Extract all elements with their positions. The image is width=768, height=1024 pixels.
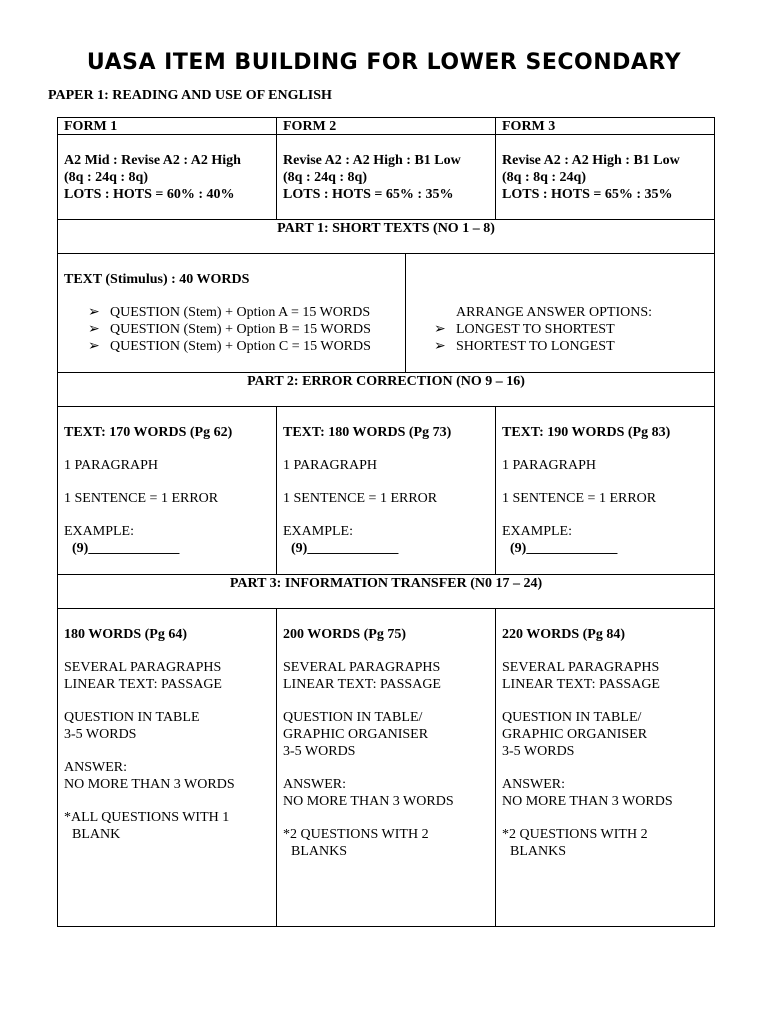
part3-text-type: SEVERAL PARAGRAPHS — [64, 660, 222, 675]
form-3-lots-hots: LOTS : HOTS = 65% : 35% — [502, 187, 673, 202]
form-3-header: FORM 3 — [502, 119, 556, 134]
arrow-bullet-icon: ➢ — [88, 305, 100, 320]
part3-answer: NO MORE THAN 3 WORDS — [502, 794, 673, 809]
part3-note: *2 QUESTIONS WITH 2 — [283, 827, 429, 842]
form-1-levels — [64, 152, 274, 203]
row-divider — [58, 406, 714, 407]
part3-answer: ANSWER: — [502, 777, 565, 792]
part3-text-type: LINEAR TEXT: PASSAGE — [64, 677, 222, 692]
part3-question-type: QUESTION IN TABLE/ — [283, 710, 423, 725]
part3-text-type: SEVERAL PARAGRAPHS — [502, 660, 660, 675]
arrow-bullet-icon: ➢ — [88, 339, 100, 354]
part3-question-type: GRAPHIC ORGANISER — [283, 727, 429, 742]
part3-question-type: GRAPHIC ORGANISER — [502, 727, 648, 742]
form-2-header: FORM 2 — [283, 119, 337, 134]
part3-note: BLANK — [72, 827, 121, 842]
part2-paragraph: 1 PARAGRAPH — [502, 458, 597, 473]
part3-text-type: LINEAR TEXT: PASSAGE — [502, 677, 660, 692]
row-divider — [58, 253, 714, 254]
part3-answer: ANSWER: — [64, 760, 127, 775]
part2-rule: 1 SENTENCE = 1 ERROR — [502, 491, 657, 506]
form-3-levels — [502, 152, 712, 203]
part3-question-type: QUESTION IN TABLE/ — [502, 710, 642, 725]
document-title: UASA ITEM BUILDING FOR LOWER SECONDARY — [86, 50, 682, 75]
part2-example-blank: (9)_____________ — [72, 541, 180, 556]
part1-question-list — [88, 304, 404, 355]
form-1-lots-hots: LOTS : HOTS = 60% : 40% — [64, 187, 235, 202]
arrow-bullet-icon: ➢ — [88, 322, 100, 337]
part2-example-label: EXAMPLE: — [502, 524, 572, 539]
part3-text-type: LINEAR TEXT: PASSAGE — [283, 677, 441, 692]
column-divider — [276, 608, 277, 926]
part2-rule: 1 SENTENCE = 1 ERROR — [64, 491, 219, 506]
part1-arrange-list — [434, 321, 710, 355]
form-2-question-split: (8q : 24q : 8q) — [283, 170, 368, 185]
arrow-bullet-icon: ➢ — [434, 339, 446, 354]
column-divider — [276, 406, 277, 574]
part3-word-count: 220 WORDS (Pg 84) — [502, 627, 626, 642]
part3-note: BLANKS — [510, 844, 567, 859]
part3-question-type: 3-5 WORDS — [283, 744, 356, 759]
part3-form-3-cell — [502, 626, 712, 860]
part3-note: *ALL QUESTIONS WITH 1 — [64, 810, 230, 825]
list-item: ➢ QUESTION (Stem) + Option C = 15 WORDS — [88, 339, 371, 354]
part3-question-type: 3-5 WORDS — [502, 744, 575, 759]
part1-stimulus-cell — [64, 271, 404, 355]
part1-arrange-cell — [434, 304, 710, 355]
list-item: ➢ SHORTEST TO LONGEST — [434, 339, 615, 354]
form-1-question-split: (8q : 24q : 8q) — [64, 170, 149, 185]
part3-text-type: SEVERAL PARAGRAPHS — [283, 660, 441, 675]
item-building-table — [57, 117, 715, 927]
column-divider — [495, 118, 496, 219]
part2-example-blank: (9)_____________ — [510, 541, 618, 556]
part2-example-label: EXAMPLE: — [64, 524, 134, 539]
part2-form-2-cell — [283, 424, 493, 557]
part3-answer: NO MORE THAN 3 WORDS — [64, 777, 235, 792]
arrow-bullet-icon: ➢ — [434, 322, 446, 337]
part2-example-blank: (9)_____________ — [291, 541, 399, 556]
column-divider — [495, 608, 496, 926]
column-divider — [276, 118, 277, 219]
part2-form-3-cell — [502, 424, 712, 557]
part3-note: *2 QUESTIONS WITH 2 — [502, 827, 648, 842]
row-divider — [58, 608, 714, 609]
part1-stimulus: TEXT (Stimulus) : 40 WORDS — [64, 272, 250, 287]
part3-form-1-cell — [64, 626, 274, 843]
column-divider — [495, 406, 496, 574]
part3-answer: ANSWER: — [283, 777, 346, 792]
row-divider — [58, 134, 714, 135]
part1-arrange-title: ARRANGE ANSWER OPTIONS: — [456, 305, 653, 320]
part1-heading: PART 1: SHORT TEXTS (NO 1 – 8) — [277, 221, 495, 236]
part3-word-count: 200 WORDS (Pg 75) — [283, 627, 407, 642]
part2-text-words: TEXT: 190 WORDS (Pg 83) — [502, 425, 671, 440]
part3-question-type: 3-5 WORDS — [64, 727, 137, 742]
part2-heading: PART 2: ERROR CORRECTION (NO 9 – 16) — [247, 374, 525, 389]
column-divider — [405, 253, 406, 372]
part3-question-type: QUESTION IN TABLE — [64, 710, 200, 725]
list-item: ➢ QUESTION (Stem) + Option B = 15 WORDS — [88, 322, 371, 337]
list-item: ➢ QUESTION (Stem) + Option A = 15 WORDS — [88, 305, 371, 320]
part3-heading: PART 3: INFORMATION TRANSFER (N0 17 – 24) — [229, 576, 543, 591]
part2-rule: 1 SENTENCE = 1 ERROR — [283, 491, 438, 506]
form-1-level-line: A2 Mid : Revise A2 : A2 High — [64, 153, 241, 168]
part2-text-words: TEXT: 180 WORDS (Pg 73) — [283, 425, 452, 440]
part3-word-count: 180 WORDS (Pg 64) — [64, 627, 188, 642]
form-1-header: FORM 1 — [64, 119, 118, 134]
part3-form-2-cell — [283, 626, 493, 860]
part2-example-label: EXAMPLE: — [283, 524, 353, 539]
form-2-lots-hots: LOTS : HOTS = 65% : 35% — [283, 187, 454, 202]
paper-subtitle: PAPER 1: READING AND USE OF ENGLISH — [48, 88, 332, 103]
part2-text-words: TEXT: 170 WORDS (Pg 62) — [64, 425, 233, 440]
form-3-question-split: (8q : 8q : 24q) — [502, 170, 587, 185]
part3-note: BLANKS — [291, 844, 348, 859]
part2-paragraph: 1 PARAGRAPH — [64, 458, 159, 473]
form-3-level-line: Revise A2 : A2 High : B1 Low — [502, 153, 680, 168]
form-2-levels — [283, 152, 493, 203]
part2-paragraph: 1 PARAGRAPH — [283, 458, 378, 473]
part2-form-1-cell — [64, 424, 274, 557]
part3-answer: NO MORE THAN 3 WORDS — [283, 794, 454, 809]
form-2-level-line: Revise A2 : A2 High : B1 Low — [283, 153, 461, 168]
list-item: ➢ LONGEST TO SHORTEST — [434, 322, 615, 337]
